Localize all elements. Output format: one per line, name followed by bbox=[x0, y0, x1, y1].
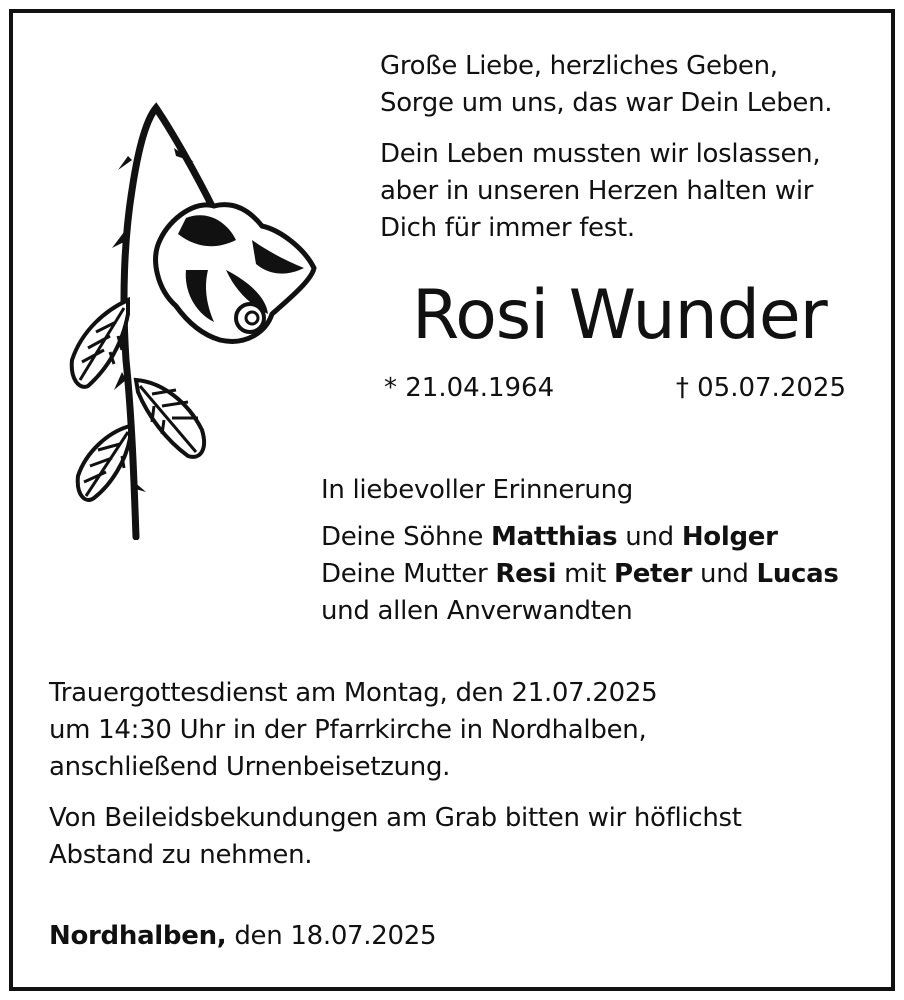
place-date bbox=[49, 918, 436, 955]
place: Nordhalben, bbox=[49, 921, 227, 951]
poem-line: Dich für immer fest. bbox=[380, 213, 635, 243]
request-line: Abstand zu nehmen. bbox=[49, 840, 313, 870]
wilted-rose-icon bbox=[66, 100, 320, 540]
family-line-relatives: und allen Anverwandten bbox=[321, 596, 633, 626]
family-text: Deine Söhne bbox=[321, 522, 492, 552]
memory-line: In liebevoller Erinnerung bbox=[321, 475, 633, 505]
request-line: Von Beileidsbekundungen am Grab bitten wir höflichst bbox=[49, 803, 742, 833]
deceased-name: Rosi Wunder bbox=[412, 276, 827, 355]
date: den 18.07.2025 bbox=[226, 921, 437, 951]
birth-date: * 21.04.1964 bbox=[384, 373, 555, 403]
family-line-sons bbox=[321, 519, 839, 556]
poem-line: Dein Leben mussten wir loslassen, bbox=[380, 139, 821, 169]
family-text: Deine Mutter bbox=[321, 559, 496, 589]
death-date: † 05.07.2025 bbox=[675, 373, 846, 403]
family-text: und bbox=[617, 522, 682, 552]
poem-line: aber in unseren Herzen halten wir bbox=[380, 176, 814, 206]
family-signature bbox=[321, 519, 839, 630]
poem-stanza-1 bbox=[380, 48, 832, 122]
service-line: anschließend Urnenbeisetzung. bbox=[49, 752, 451, 782]
service-line: Trauergottesdienst am Montag, den 21.07.2025 bbox=[49, 678, 658, 708]
relative-name: Lucas bbox=[756, 559, 839, 589]
relative-name: Peter bbox=[613, 559, 693, 589]
poem-stanza-2 bbox=[380, 136, 820, 247]
family-text: mit bbox=[556, 559, 614, 589]
son-name: Holger bbox=[681, 522, 778, 552]
family-line-mother bbox=[321, 556, 839, 593]
service-info bbox=[49, 675, 657, 786]
son-name: Matthias bbox=[491, 522, 618, 552]
family-text: und bbox=[692, 559, 757, 589]
mother-name: Resi bbox=[495, 559, 557, 589]
service-line: um 14:30 Uhr in der Pfarrkirche in Nordhalben, bbox=[49, 715, 647, 745]
poem-line: Große Liebe, herzliches Geben, bbox=[380, 51, 778, 81]
condolence-request bbox=[49, 800, 742, 874]
poem-line: Sorge um uns, das war Dein Leben. bbox=[380, 88, 833, 118]
